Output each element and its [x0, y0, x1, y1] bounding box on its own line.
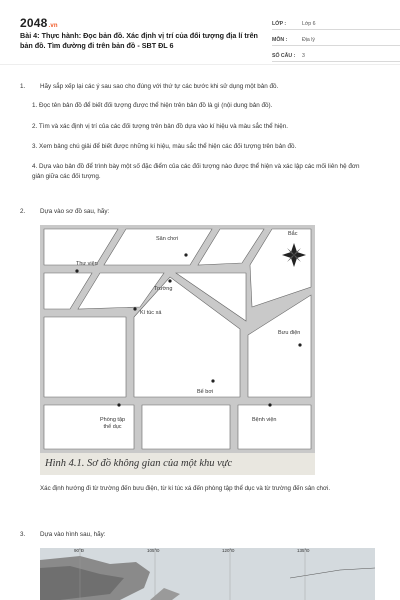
label-phong-tap: Phòng tập thể dục: [100, 417, 126, 430]
question-text: Dựa vào sơ đồ sau, hãy:: [40, 208, 110, 215]
location-dot-be-boi: [211, 379, 214, 382]
question-number: 1.: [20, 83, 26, 90]
figure-caption: Hình 4.1. Sơ đồ không gian của một khu vực: [45, 458, 233, 469]
longitude-label: 105°Đ: [147, 548, 160, 553]
region-map: [40, 548, 375, 600]
block: [44, 317, 126, 397]
location-dot-thu-vien: [75, 269, 78, 272]
location-dot-san-choi: [184, 253, 187, 256]
longitude-label: 120°Đ: [222, 548, 235, 553]
q1-item-4: 4. Dựa vào bản đồ để trình bày một số đặc điểm của các đối tượng nào được thể hiện và xác lập các mối liên hệ đơn giản giữa các đối tượng.: [32, 163, 360, 180]
label-bac: Bắc: [288, 231, 298, 237]
meta-row-subject: [272, 32, 400, 46]
meta-value: 3: [302, 53, 305, 59]
meta-key: LỚP :: [272, 21, 287, 27]
page-header: [20, 12, 380, 62]
logo-text: 2048: [20, 16, 48, 30]
q1-item-1: 1. Đọc tên bản đồ để biết đối tượng được thể hiện trên bản đồ là gì (nội dung bản đồ).: [32, 102, 273, 109]
meta-value: Lớp 6: [302, 21, 316, 27]
label-buu-dien: Bưu điện: [278, 330, 301, 336]
question-number: 3.: [20, 531, 26, 538]
region-map-graphic: [40, 548, 375, 600]
longitude-label: 90°Đ: [74, 548, 85, 553]
location-dot-ki-tuc-xa: [133, 307, 136, 310]
longitude-label: 135°Đ: [297, 548, 310, 553]
block: [142, 405, 230, 449]
block: [238, 405, 311, 449]
label-ki-tuc-xa: Kí túc xá: [140, 310, 162, 316]
logo-suffix: .vn: [48, 23, 58, 29]
q1-item-3: 3. Xem bảng chú giải để biết được những kí hiệu, màu sắc thể hiện các đối tượng trên bản đồ.: [32, 143, 297, 150]
meta-row-count: [272, 48, 400, 62]
location-dot-benh-vien: [268, 403, 271, 406]
label-be-boi: Bể bơi: [197, 389, 214, 395]
question-number: 2.: [20, 208, 26, 215]
label-san-choi: Sân chơi: [156, 236, 178, 242]
label-benh-vien: Bệnh viện: [252, 417, 277, 423]
page-title: Bài 4: Thực hành: Đọc bản đồ. Xác định vị trí của đối tượng địa lí trên bản đồ. Tìm đường đi trên bản đồ - SBT ĐL 6: [20, 31, 258, 50]
question-text: Hãy sắp xếp lại các ý sau sao cho đúng với thứ tự các bước khi sử dụng một bản đồ.: [40, 83, 279, 90]
area-diagram-figure: [40, 225, 315, 475]
location-dot-phong-tap: [117, 403, 120, 406]
site-logo[interactable]: [20, 16, 58, 30]
meta-row-class: [272, 16, 400, 30]
q1-item-2: 2. Tìm và xác định vị trí của các đối tượng trên bản đồ dựa vào kí hiệu và màu sắc thể hiện.: [32, 123, 289, 130]
location-dot-truong: [168, 279, 171, 282]
header-divider: [0, 64, 400, 65]
meta-key: MÔN :: [272, 37, 288, 43]
meta-key: SỐ CÂU :: [272, 53, 296, 59]
question-text: Dựa vào hình sau, hãy:: [40, 531, 106, 538]
label-truong: Trường: [154, 286, 173, 292]
meta-table: [272, 16, 400, 64]
label-thu-vien: Thư viện: [76, 261, 98, 267]
meta-value: Địa lý: [302, 37, 315, 43]
q2-task-text: Xác định hướng đi từ trường đến bưu điện, từ kí túc xá đến phòng tập thể dục và từ trường đến sân chơi.: [40, 485, 331, 492]
location-dot-buu-dien: [298, 343, 301, 346]
